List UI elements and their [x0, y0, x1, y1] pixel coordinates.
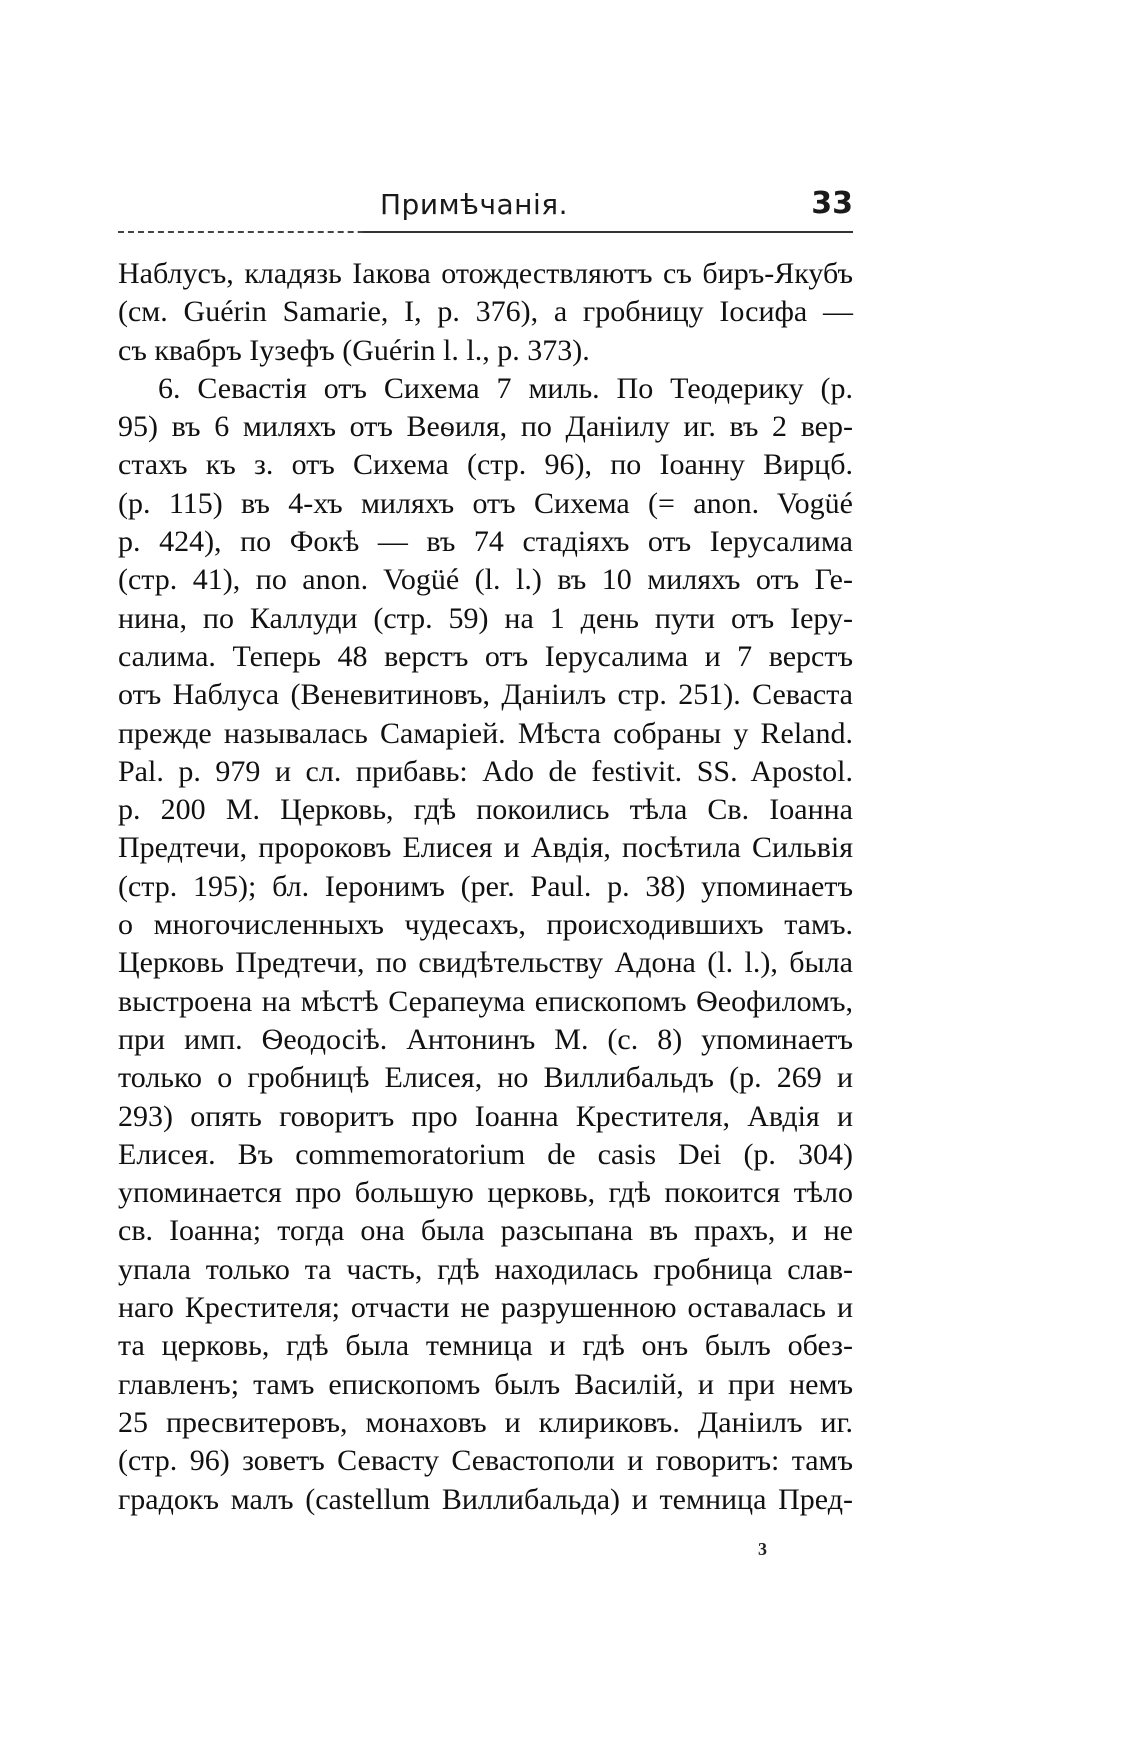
text-line: (р. 115) въ 4-хъ миляхъ отъ Сихема (= anon. Vogüé — [118, 486, 853, 520]
text-line: (стр. 195); бл. Іеронимъ (per. Paul. p. 38) упоминаетъ — [118, 869, 853, 903]
text-line: р. 424), по Фокѣ — въ 74 стадіяхъ отъ Іерусалима — [118, 525, 853, 559]
text-line: Елисея. Въ commemoratorium de casis Dei (р. 304) — [118, 1137, 853, 1171]
text-line: Наблусъ, кладязь Іакова отождествляютъ съ биръ-Якубъ — [118, 257, 853, 290]
page-header — [118, 186, 853, 230]
text-line: упала только та часть, гдѣ находилась гробница слав- — [118, 1252, 853, 1286]
text-line: та церковь, гдѣ была темница и гдѣ онъ былъ обез- — [118, 1329, 853, 1363]
notes-body — [118, 255, 853, 1519]
text-line: наго Крестителя; отчасти не разрушенною оставалась и — [118, 1291, 853, 1325]
signature-mark: 3 — [758, 1539, 767, 1559]
text-line: (см. Guérin Samarie, I, р. 376), а гробницу Іосифа — — [118, 295, 853, 329]
text-line: упоминается про большую церковь, гдѣ покоится тѣло — [118, 1176, 853, 1210]
text-line: стахъ къ з. отъ Сихема (стр. 96), по Іоанну Вирцб. — [118, 448, 853, 482]
text-line: 293) опять говоритъ про Іоанна Крестителя, Авдія и — [118, 1099, 853, 1133]
text-line: прежде называлась Самаріей. Мѣста собраны у Reland. — [118, 716, 853, 750]
text-line: Церковь Предтечи, по свидѣтельству Адона (l. l.), была — [118, 946, 853, 980]
text-line: (стр. 41), по anon. Vogüé (l. l.) въ 10 миляхъ отъ Ге- — [118, 563, 853, 597]
text-line: Предтечи, пророковъ Елисея и Авдія, посѣтила Сильвія — [118, 831, 853, 865]
text-line: 6. Севастія отъ Сихема 7 миль. По Теодерику (р. — [158, 371, 853, 405]
running-title: Примѣчанія. — [380, 188, 568, 221]
text-line: выстроена на мѣстѣ Серапеума епископомъ Ѳеофиломъ, — [118, 984, 853, 1018]
page-number: 33 — [811, 186, 853, 221]
text-line: градокъ малъ (castellum Виллибальда) и темница Пред- — [118, 1482, 853, 1516]
text-line: салима. Теперь 48 верстъ отъ Іерусалима и 7 верстъ — [118, 639, 853, 673]
text-line: св. Іоанна; тогда она была разсыпана въ прахъ, и не — [118, 1214, 853, 1248]
text-line: 95) въ 6 миляхъ отъ Веѳиля, по Даніилу иг. въ 2 вер- — [118, 410, 853, 444]
text-line: нина, по Каллуди (стр. 59) на 1 день пути отъ Іеру- — [118, 601, 853, 635]
text-line: Pal. р. 979 и сл. прибавь: Ado de festivit. SS. Apostol. — [118, 754, 853, 788]
text-line: только о гробницѣ Елисея, но Виллибальдъ (р. 269 и — [118, 1061, 853, 1095]
text-line: 25 пресвитеровъ, монаховъ и клириковъ. Даніилъ иг. — [118, 1405, 853, 1439]
header-rule — [363, 231, 853, 233]
text-line: (стр. 96) зоветъ Севасту Севастополи и говоритъ: тамъ — [118, 1444, 853, 1478]
text-line: при имп. Ѳеодосіѣ. Антонинъ М. (с. 8) упоминаетъ — [118, 1022, 853, 1056]
text-line: главленъ; тамъ епископомъ былъ Василій, и при немъ — [118, 1367, 853, 1401]
text-line: отъ Наблуса (Веневитиновъ, Даніилъ стр. 251). Севаста — [118, 678, 853, 712]
text-line: p. 200 М. Церковь, гдѣ покоились тѣла Св. Іоанна — [118, 793, 853, 827]
text-line: о многочисленныхъ чудесахъ, происходившихъ тамъ. — [118, 908, 853, 942]
text-line: съ квабръ Іузефъ (Guérin l. l., р. 373). — [118, 333, 590, 367]
